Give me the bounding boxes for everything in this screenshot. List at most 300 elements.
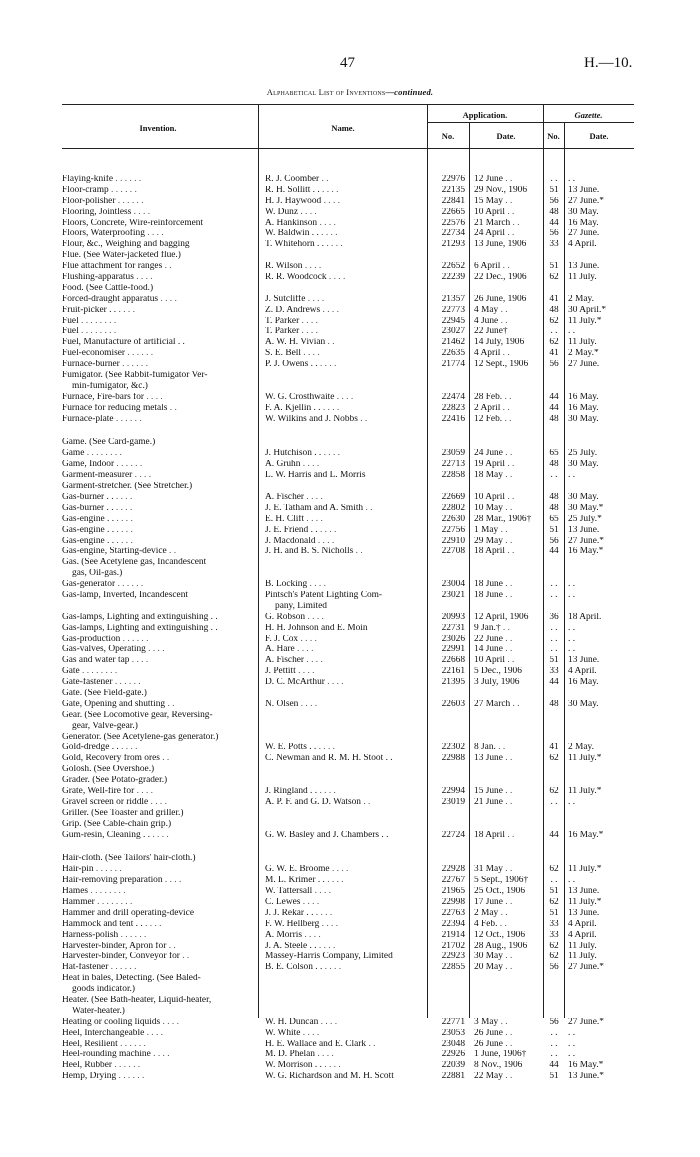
leader-dots: . . . . . . — [115, 580, 144, 590]
gazette-number: 48 — [549, 492, 559, 502]
table-row — [0, 920, 700, 931]
application-number: 23019 — [441, 797, 465, 807]
leader-dots: . . . . — [315, 1050, 334, 1060]
table-row — [0, 831, 700, 842]
leader-dots: . . . . — [145, 645, 165, 655]
leader-dots: . . — [502, 414, 512, 424]
invention-cell — [62, 438, 254, 447]
section-gap — [0, 162, 700, 175]
gazette-number: 51 — [549, 262, 559, 272]
gazette-date: 25 July. — [568, 449, 598, 459]
invention-text: Flooring, Jointless — [62, 207, 132, 217]
invention-cell — [62, 482, 254, 491]
name-cell — [265, 229, 425, 238]
table-row — [0, 1040, 700, 1051]
gazette-date: 13 June.* — [568, 1072, 604, 1082]
invention-text: Gas-lamps, Lighting and extinguishing . . — [62, 612, 218, 622]
name-cell — [265, 504, 425, 513]
application-date: 21 June — [474, 797, 503, 807]
invention-text: Gear. (See Locomotive gear, Reversing- — [62, 710, 213, 720]
gazette-date: 16 May. — [568, 403, 599, 413]
name-text: A. Fischer — [265, 656, 305, 666]
name-cell — [265, 537, 425, 546]
gazette-number: 56 — [549, 536, 559, 546]
invention-cell — [62, 471, 254, 480]
gazette-number: 56 — [549, 196, 559, 206]
leader-dots: . . — [498, 305, 508, 315]
invention-cell — [62, 175, 254, 184]
leader-dots: . . . . — [313, 908, 333, 918]
name-text: A. P. F. and G. D. Watson — [265, 797, 361, 807]
invention-cell — [62, 515, 254, 524]
name-cell — [265, 526, 425, 535]
gazette-date: 27 June. — [568, 229, 600, 239]
leader-dots: . . . . — [304, 492, 323, 502]
application-date: 17 June — [474, 898, 503, 907]
application-date: 29 Nov., 1906 — [474, 185, 528, 195]
gazette-number: 62 — [549, 273, 559, 283]
table-row — [0, 580, 700, 591]
leader-dots: . . . . — [142, 919, 162, 929]
gazette-number: 62 — [549, 952, 559, 962]
application-number: 22713 — [441, 460, 465, 470]
gazette-number: . . — [550, 623, 558, 633]
invention-text: Grader. (See Potato-grader.) — [62, 776, 168, 786]
leader-dots: . . . . — [150, 1050, 170, 1060]
application-number: 22708 — [441, 547, 465, 557]
name-text: G. W. Basley and J. Chambers . . — [265, 830, 389, 840]
invention-cell — [62, 952, 254, 961]
gazette-date: . . — [568, 590, 576, 600]
application-number: 22928 — [441, 865, 465, 875]
table-row — [0, 876, 700, 887]
name-cell — [265, 754, 425, 763]
application-date: 8 Nov., 1906 — [474, 1061, 523, 1071]
leader-dots: . . . . — [315, 536, 335, 546]
leader-dots: . . . . — [319, 185, 339, 195]
application-date: 26 June — [474, 1039, 503, 1049]
invention-text: Golosh. (See Overshoe.) — [62, 765, 155, 775]
leader-dots: . . — [502, 536, 513, 546]
application-date: 22 June† — [474, 327, 508, 337]
table-row — [0, 175, 700, 186]
application-date: 4 June — [474, 316, 499, 326]
application-number: 21293 — [441, 240, 465, 250]
table-row — [0, 635, 700, 646]
table-row — [0, 733, 700, 744]
application-date-cell — [474, 909, 546, 918]
invention-text: Garment-stretcher. (See Stretcher.) — [62, 482, 193, 492]
leader-dots: . . — [502, 503, 513, 513]
application-date: 3 May — [474, 1017, 499, 1027]
name-text: A. Hare — [265, 645, 295, 655]
leader-dots: . . . . — [320, 403, 340, 413]
leader-dots: . . . . — [305, 612, 324, 622]
inventions-table-body — [0, 162, 700, 1083]
invention-text: Game. (See Card-game.) — [62, 438, 156, 448]
leader-dots: . . — [502, 449, 513, 459]
gazette-number: 48 — [549, 414, 559, 424]
leader-dots: . . . . — [150, 830, 169, 840]
application-date-cell — [474, 1040, 546, 1049]
invention-cell — [62, 798, 254, 807]
application-date-cell — [474, 656, 546, 665]
leader-dots: . . — [179, 952, 190, 962]
leader-dots: . . . . . . . . — [79, 667, 118, 677]
name-cell — [265, 197, 425, 206]
application-date: 22 June — [474, 634, 503, 644]
header-name: Name. — [331, 123, 355, 133]
application-number: 22756 — [441, 525, 465, 535]
name-text: M. D. Phelan — [265, 1050, 315, 1060]
table-row — [0, 371, 700, 382]
invention-cell — [62, 591, 254, 600]
title-continued: —continued. — [385, 87, 434, 97]
application-number: 22923 — [441, 952, 465, 962]
table-row — [0, 284, 700, 295]
application-date-cell — [474, 537, 546, 546]
gazette-number: 51 — [549, 185, 559, 195]
invention-text: Forced-draught apparatus — [62, 294, 159, 304]
table-row — [0, 262, 700, 273]
application-number: 23059 — [441, 449, 465, 459]
invention-text: Gas-lamps, Lighting and extinguishing . . — [62, 623, 218, 633]
name-cell — [265, 952, 425, 961]
invention-text: Floors, Waterproofing — [62, 229, 145, 239]
table-top-rule — [62, 104, 634, 105]
gazette-date: 25 July.* — [568, 514, 602, 524]
name-cell — [265, 262, 425, 271]
invention-cell — [62, 963, 254, 972]
name-text: R. R. Woodcock — [265, 273, 327, 283]
table-row — [0, 776, 700, 787]
application-number: 23021 — [441, 590, 465, 600]
leader-dots: . . — [505, 229, 515, 239]
table-row — [0, 219, 700, 230]
leader-dots: . . . . — [324, 876, 344, 886]
name-cell — [265, 613, 425, 622]
leader-dots: . . . . — [322, 963, 342, 973]
gazette-number: 41 — [549, 743, 559, 753]
application-number: 21965 — [441, 887, 465, 897]
invention-cell — [62, 360, 254, 369]
name-cell — [265, 602, 425, 611]
gazette-date: . . — [568, 797, 576, 807]
leader-dots: . . — [357, 414, 368, 424]
application-number: 22976 — [441, 175, 465, 184]
leader-dots: . . . . — [324, 678, 344, 688]
gazette-number: . . — [550, 876, 558, 886]
invention-text: Gravel screen or riddle — [62, 797, 149, 807]
application-date: 12 Feb. — [474, 414, 503, 424]
leader-dots: . . — [502, 392, 512, 402]
application-date-cell — [474, 798, 546, 807]
gazette-number: 62 — [549, 316, 559, 326]
application-number: 23026 — [441, 634, 465, 644]
application-date: 13 June — [474, 754, 503, 764]
application-date-cell — [474, 515, 546, 524]
gazette-date: 27 June.* — [568, 196, 604, 206]
leader-dots: . . . . — [304, 656, 323, 666]
leader-dots: . . . . — [158, 294, 177, 304]
application-date-cell — [474, 635, 546, 644]
gazette-date: 13 June. — [568, 908, 600, 918]
invention-text: Heel, Rubber — [62, 1061, 112, 1071]
invention-cell — [62, 765, 254, 774]
application-date-cell — [474, 208, 546, 217]
name-text: Massey-Harris Company, Limited — [265, 952, 393, 962]
name-cell — [265, 743, 425, 752]
gazette-date: 30 May.* — [568, 503, 604, 513]
table-row — [0, 404, 700, 415]
invention-cell — [62, 382, 254, 391]
leader-dots: . . . . — [321, 449, 340, 459]
application-date: 21 March — [474, 218, 511, 228]
application-date-cell — [474, 580, 546, 589]
application-date: 2 April — [474, 403, 501, 413]
invention-text: Garment-measurer — [62, 471, 133, 481]
leader-dots: . . . . . . . . — [78, 327, 117, 337]
leader-dots: . . . . — [304, 514, 323, 524]
header-gazette: Gazette. — [574, 110, 603, 120]
invention-text: Furnace-plate — [62, 414, 114, 424]
gazette-number: 56 — [549, 1017, 559, 1027]
application-date-cell — [474, 262, 546, 271]
invention-text: Gas-engine . . — [62, 525, 115, 535]
name-cell — [265, 547, 425, 556]
invention-cell — [62, 197, 254, 206]
invention-cell — [62, 820, 254, 829]
gazette-number: 44 — [549, 678, 559, 688]
name-text: J. Hutchison . . — [265, 449, 322, 459]
table-row — [0, 613, 700, 624]
application-date: 29 May — [474, 536, 503, 546]
gazette-number: . . — [550, 175, 558, 184]
invention-text: Hammer — [62, 898, 95, 907]
leader-dots: . . . . — [321, 196, 340, 206]
leader-dots: . . . . — [299, 327, 318, 337]
table-row — [0, 558, 700, 569]
application-date: 24 June — [474, 449, 503, 459]
table-row — [0, 295, 700, 306]
gazette-date: 11 July. — [568, 952, 597, 962]
invention-text: Flaying-knife — [62, 175, 114, 184]
gazette-number: . . — [550, 1028, 558, 1038]
table-row — [0, 460, 700, 471]
invention-text: gear, Valve-gear.) — [72, 721, 138, 731]
invention-text: Hair-removing preparation — [62, 876, 163, 886]
table-row — [0, 1007, 700, 1018]
invention-cell — [62, 909, 254, 918]
table-row — [0, 820, 700, 831]
application-number: 22731 — [441, 623, 465, 633]
leader-dots: . . . . — [148, 797, 167, 807]
gazette-number: . . — [550, 580, 558, 590]
invention-text: Gas and water tap — [62, 656, 130, 666]
invention-text: Fumigator. (See Rabbit-fumigator Ver- — [62, 371, 208, 381]
invention-cell — [62, 526, 254, 535]
invention-cell — [62, 667, 254, 676]
gazette-date: 30 April.* — [568, 305, 607, 315]
gazette-number: 51 — [549, 908, 559, 918]
application-number: 21357 — [441, 294, 465, 304]
invention-text: Gas-burner . . — [62, 492, 114, 502]
invention-cell — [62, 537, 254, 546]
application-date: 10 April — [474, 656, 505, 666]
leader-dots: . . — [360, 797, 371, 807]
invention-cell — [62, 1050, 254, 1059]
invention-cell — [62, 284, 254, 293]
application-date-cell — [474, 526, 546, 535]
invention-cell — [62, 306, 254, 315]
invention-text: gas, Oil-gas.) — [72, 569, 123, 579]
invention-text: Water-heater.) — [72, 1006, 125, 1016]
table-row — [0, 438, 700, 449]
invention-text: Flue. (See Water-jacketed flue.) — [62, 251, 181, 261]
name-text: A. W. H. Vivian — [265, 338, 326, 348]
table-row — [0, 974, 700, 985]
name-cell — [265, 360, 425, 369]
invention-cell — [62, 327, 254, 336]
leader-dots: . . . . . . — [125, 349, 154, 359]
gazette-number: 65 — [549, 514, 559, 524]
application-number: 22734 — [441, 229, 465, 239]
gazette-date: 13 June. — [568, 656, 600, 666]
application-date: 10 April — [474, 492, 505, 502]
gazette-date: 16 May. — [568, 678, 599, 688]
leader-dots: . . — [500, 349, 510, 359]
leader-dots: . . — [502, 1028, 513, 1038]
application-date: 4 April — [474, 349, 501, 359]
application-date-cell — [474, 229, 546, 238]
name-cell — [265, 273, 425, 282]
leader-dots: . . — [505, 830, 515, 840]
application-date-cell — [474, 240, 546, 249]
application-date: 28 Mar., 1906† — [474, 514, 532, 524]
leader-dots: . . . . — [294, 645, 314, 655]
invention-cell — [62, 1029, 254, 1038]
application-date: 27 March — [474, 699, 511, 709]
gazette-date: . . — [568, 580, 576, 590]
invention-cell — [62, 920, 254, 929]
table-row — [0, 963, 700, 974]
invention-cell — [62, 580, 254, 589]
application-number: 21395 — [441, 678, 465, 688]
invention-cell — [62, 613, 254, 622]
name-text: N. Olsen — [265, 699, 299, 709]
gazette-date: 16 May.* — [568, 547, 604, 557]
leader-dots: . . — [498, 908, 508, 918]
leader-dots: . . . . . . — [108, 963, 137, 973]
name-text: pany, Limited — [275, 601, 327, 611]
leader-dots: . . — [165, 699, 175, 709]
invention-cell — [62, 186, 254, 195]
name-cell — [265, 678, 425, 687]
page-title — [0, 88, 700, 97]
application-date-cell — [474, 613, 546, 622]
gazette-number: 44 — [549, 403, 559, 413]
table-row — [0, 898, 700, 909]
leader-dots: . . . . . . — [116, 1072, 145, 1082]
leader-dots: . . . . — [312, 887, 331, 897]
application-date-cell — [474, 700, 546, 709]
name-cell — [265, 1050, 425, 1059]
name-text: J. E. Tatham and A. Smith — [265, 503, 364, 513]
invention-text: Grip. (See Cable-chain grip.) — [62, 819, 172, 829]
name-text: G. W. E. Broome — [265, 865, 330, 875]
leader-dots: . . — [510, 699, 520, 709]
gazette-date: 13 June. — [568, 262, 600, 272]
leader-dots: . . . . — [307, 580, 326, 590]
application-number: 22039 — [441, 1061, 465, 1071]
application-date-cell — [474, 754, 546, 763]
invention-text: Gas-lamp, Inverted, Incandescent — [62, 590, 188, 600]
application-date: 22 May — [474, 1072, 503, 1082]
invention-cell — [62, 887, 254, 896]
invention-cell — [62, 678, 254, 687]
name-text: W. G. Richardson and M. H. Scott — [265, 1072, 394, 1082]
application-number: 22855 — [441, 963, 465, 973]
table-row — [0, 240, 700, 251]
name-text: W. E. Potts . . — [265, 743, 317, 753]
gazette-date: 4 April. — [568, 240, 597, 250]
gazette-number: 36 — [549, 612, 559, 622]
name-text: S. E. Bell — [265, 349, 301, 359]
invention-text: Gold, Recovery from ores — [62, 754, 160, 764]
leader-dots: . . — [502, 1039, 513, 1049]
invention-text: Gas-engine, Starting-device — [62, 547, 167, 557]
name-text: M. L. Krimer . . — [265, 876, 325, 886]
name-text: A. Morris — [265, 930, 302, 940]
gazette-number: 51 — [549, 1072, 559, 1082]
invention-cell — [62, 831, 254, 840]
leader-dots: . . — [502, 580, 513, 590]
name-text: R. Wilson — [265, 262, 303, 272]
leader-dots: . . — [159, 754, 170, 764]
invention-cell — [62, 547, 254, 556]
application-number: 22394 — [441, 919, 465, 929]
table-row — [0, 985, 700, 996]
table-row — [0, 1072, 700, 1083]
invention-text: Gas-generator — [62, 580, 116, 590]
leader-dots: . . . . . . — [113, 175, 142, 184]
name-cell — [265, 1029, 425, 1038]
leader-dots: . . . . — [324, 240, 343, 250]
leader-dots: . . — [498, 525, 508, 535]
leader-dots: . . . . . . — [93, 865, 122, 875]
table-row — [0, 645, 700, 656]
invention-text: Floor-polisher — [62, 196, 116, 206]
leader-dots: . . — [505, 492, 515, 502]
invention-cell — [62, 262, 254, 271]
application-date-cell — [474, 317, 546, 326]
leader-dots: . . — [497, 919, 507, 929]
name-cell — [265, 295, 425, 304]
invention-text: Game, Indoor — [62, 460, 115, 470]
header-gazette-date: Date. — [589, 131, 609, 141]
invention-text: goods indicator.) — [72, 985, 136, 995]
name-cell — [265, 471, 425, 480]
name-cell — [265, 404, 425, 413]
name-cell — [265, 667, 425, 676]
name-cell — [265, 493, 425, 502]
application-date: 15 June — [474, 786, 503, 796]
name-text: Pintsch's Patent Lighting Com- — [265, 590, 383, 600]
application-number: 22988 — [441, 754, 465, 764]
invention-cell — [62, 338, 254, 347]
application-date-cell — [474, 963, 546, 972]
name-cell — [265, 460, 425, 469]
